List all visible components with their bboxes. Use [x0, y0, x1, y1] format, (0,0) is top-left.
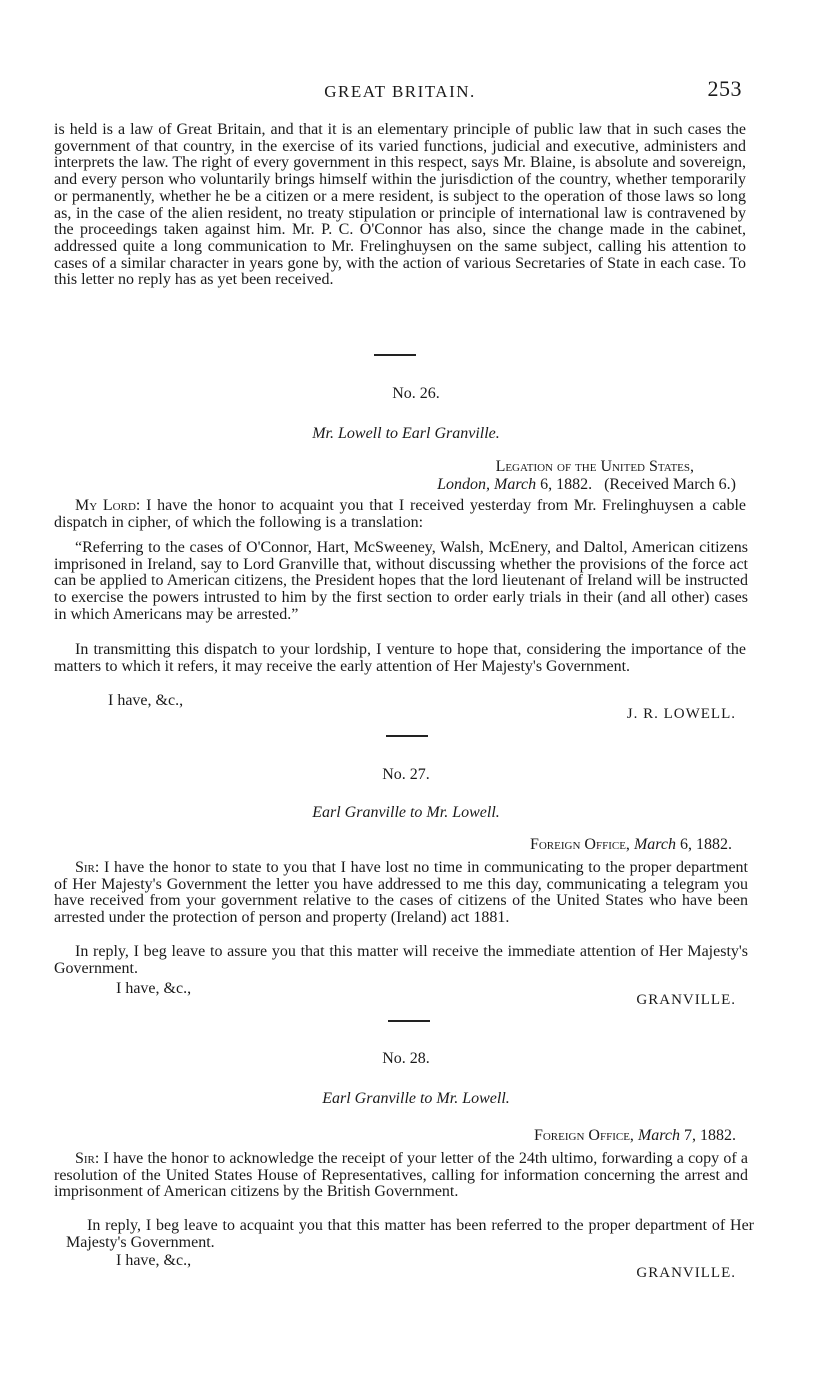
continuation-paragraph: is held is a law of Great Britain, and that it is an elementary principle of public law that in such cases the government of that country, in the exercise of its varied functions, judicial and executive, administers and interprets the law. The right of every government in this respect, says Mr. Blaine, is absolute and sovereign, and every person who voluntarily brings himself within the jurisdiction of the country, whether temporarily or permanently, whether he be a citizen or a mere resident, is subject to the operation of those laws so long as, in the case of the alien resident, no treaty stipulation or principle of international law is contravened by the proceedings taken against him. Mr. P. C. O'Connor has also, since the change made in the cabinet, addressed quite a long communication to Mr. Frelinghuysen on the same subject, calling his attention to cases of a similar character in years gone by, with the action of various Secretaries of State in each case. To this letter no reply has as yet been received. — [54, 121, 746, 289]
letter-text: : I have the honor to acknowledge the receipt of your letter of the 24th ultimo, forwarding a copy of a resolution of the United States House of Representatives, calling for information concerning the arrest and imprisonment of American citizens by the British Government. — [54, 1150, 748, 1201]
letter-paragraph — [54, 860, 748, 927]
letter-paragraph: In transmitting this dispatch to your lordship, I venture to hope that, considering the importance of the matters to which it refers, it may receive the early attention of Her Majesty's Government. — [54, 641, 746, 675]
section-divider — [374, 354, 416, 356]
section-divider — [386, 735, 428, 737]
document-title: Mr. Lowell to Earl Granville. — [312, 425, 500, 442]
running-head — [0, 76, 832, 106]
signature: GRANVILLE. — [636, 992, 736, 1008]
closing: I have, &c., — [108, 692, 184, 709]
section-divider — [388, 1020, 430, 1022]
document-number: No. 26. — [392, 385, 440, 402]
letter-text: : I have the honor to state to you that I have lost no time in communicating to the proper department of Her Majesty's Government the letter you have addressed to me this day, communicating a telegram you have received from your government relative to the cases of citizens of the United States who have been arrested under the protection of person and property (Ireland) act 1881. — [54, 859, 748, 927]
salutation: Sir — [75, 859, 95, 876]
dateline-day-year: 6, 1882. — [540, 476, 593, 493]
dateline-place — [496, 458, 694, 476]
letter-text: : I have the honor to acquaint you that I received yesterday from Mr. Frelinghuysen a cable dispatch in cipher, of which the following is a translation: — [54, 497, 747, 531]
dateline-month: March — [637, 1127, 680, 1144]
dateline — [530, 836, 732, 854]
dateline-place: Foreign Office, — [529, 836, 630, 853]
dateline-place: Foreign Office, — [533, 1127, 634, 1144]
dateline-day-year: 7, 1882. — [684, 1127, 736, 1144]
document-title: Earl Granville to Mr. Lowell. — [312, 804, 500, 821]
letter-paragraph — [54, 498, 746, 531]
signature: GRANVILLE. — [636, 1265, 736, 1281]
letter-paragraph: In reply, I beg leave to acquaint you that this matter has been referred to the proper department of Her Majesty's Government. — [66, 1217, 754, 1251]
dateline-city: London, — [437, 476, 490, 493]
closing: I have, &c., — [116, 1252, 192, 1269]
dateline-received: (Received March 6.) — [604, 476, 736, 493]
dateline-month: March — [494, 476, 537, 493]
dateline-date — [437, 476, 736, 494]
page-number: 253 — [707, 76, 742, 101]
dateline-legation: Legation of the United States, — [495, 458, 694, 475]
dateline-day-year: 6, 1882. — [680, 836, 732, 853]
document-number: No. 28. — [382, 1050, 430, 1067]
dateline — [534, 1127, 736, 1145]
salutation: My Lord — [75, 497, 136, 514]
running-head-title: GREAT BRITAIN. — [324, 82, 476, 101]
letter-paragraph: In reply, I beg leave to assure you that this matter will receive the immediate attention of Her Majesty's Government. — [54, 943, 748, 977]
salutation: Sir — [75, 1150, 95, 1167]
quoted-dispatch: “Referring to the cases of O'Connor, Hart, McSweeney, Walsh, McEnery, and Daltol, American citizens imprisoned in Ireland, say to Lord Granville that, without discussing whether the provisions of the force act can be applied to American citizens, the President hopes that the lord lieutenant of Ireland will be instructed to exercise the powers intrusted to him by the first section to order early trials in their (and all other) cases in which Americans may be arrested.” — [54, 539, 748, 623]
document-title: Earl Granville to Mr. Lowell. — [322, 1090, 510, 1107]
dateline-month: March — [633, 836, 676, 853]
signature: J. R. LOWELL. — [626, 706, 736, 722]
closing: I have, &c., — [116, 980, 192, 997]
document-number: No. 27. — [382, 766, 430, 783]
letter-paragraph — [54, 1151, 748, 1201]
